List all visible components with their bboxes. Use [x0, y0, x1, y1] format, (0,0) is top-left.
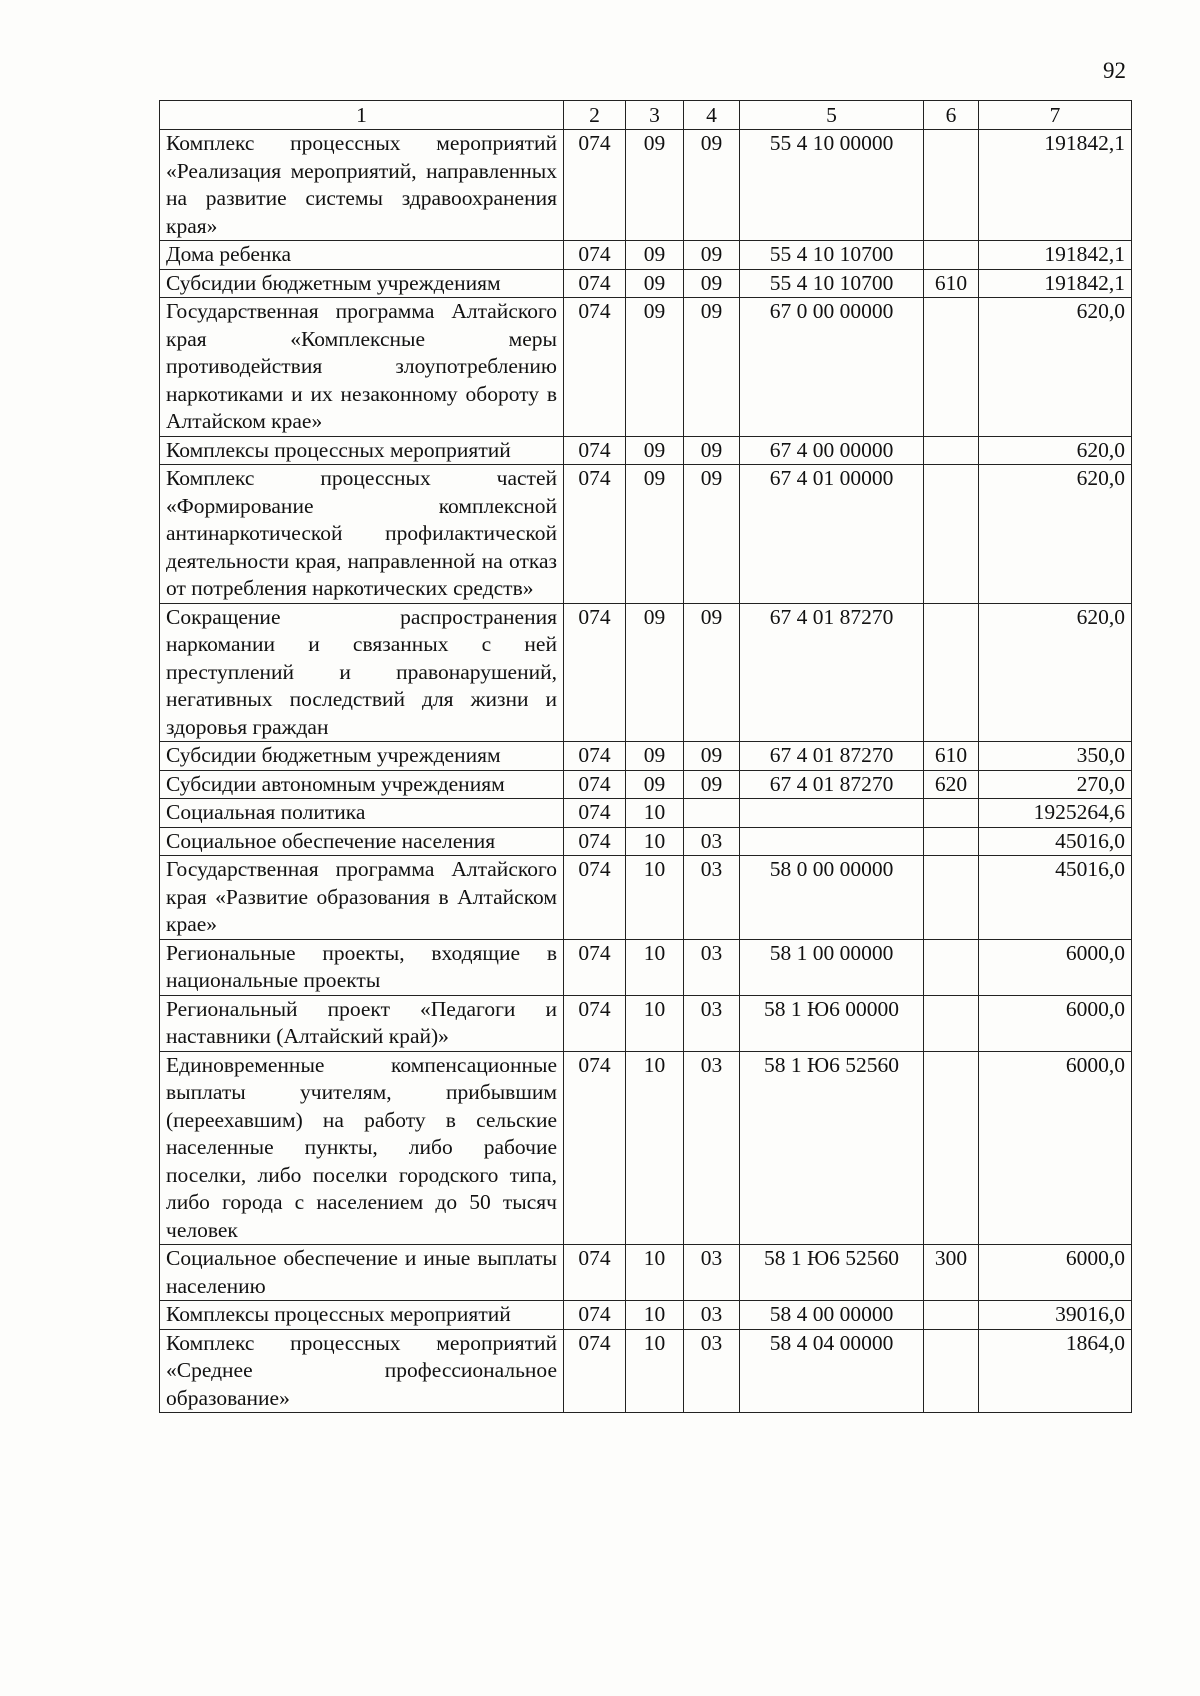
row-section-code: 09 — [626, 269, 684, 298]
row-dept-code: 074 — [564, 130, 626, 241]
header-col-7: 7 — [979, 101, 1132, 130]
row-dept-code: 074 — [564, 827, 626, 856]
row-amount: 270,0 — [979, 770, 1132, 799]
header-col-4: 4 — [684, 101, 740, 130]
row-expense-type — [924, 1301, 979, 1330]
row-amount: 620,0 — [979, 603, 1132, 742]
row-subsection-code: 09 — [684, 603, 740, 742]
row-amount: 620,0 — [979, 465, 1132, 604]
row-dept-code: 074 — [564, 1245, 626, 1301]
row-subsection-code: 03 — [684, 939, 740, 995]
row-expense-type — [924, 1329, 979, 1413]
row-amount: 620,0 — [979, 298, 1132, 437]
table-row — [160, 298, 1132, 437]
row-subsection-code: 03 — [684, 1051, 740, 1245]
table-row — [160, 799, 1132, 828]
row-amount: 620,0 — [979, 436, 1132, 465]
row-expense-type — [924, 827, 979, 856]
row-section-code: 10 — [626, 1301, 684, 1330]
row-subsection-code: 09 — [684, 241, 740, 270]
row-dept-code: 074 — [564, 1301, 626, 1330]
row-subsection-code: 09 — [684, 742, 740, 771]
page-number: 92 — [1103, 58, 1126, 83]
row-dept-code: 074 — [564, 241, 626, 270]
table-header — [160, 101, 1132, 130]
row-subsection-code: 09 — [684, 770, 740, 799]
table-row — [160, 1329, 1132, 1413]
row-name: Единовременные компенсационные выплаты учителям, прибывшим (переехавшим) на работу в сельские населенные пункты, либо рабочие поселки, либо поселки городского типа, либо города с населением до 50 тысяч человек — [160, 1051, 564, 1245]
row-expense-type — [924, 241, 979, 270]
table-row — [160, 939, 1132, 995]
table-row — [160, 856, 1132, 940]
row-amount: 1864,0 — [979, 1329, 1132, 1413]
row-target-code — [740, 827, 924, 856]
row-dept-code: 074 — [564, 269, 626, 298]
row-name: Социальное обеспечение населения — [160, 827, 564, 856]
row-subsection-code: 09 — [684, 298, 740, 437]
row-name: Государственная программа Алтайского края «Комплексные меры противодействия злоупотреблению наркотиками и их незаконному обороту в Алтайском крае» — [160, 298, 564, 437]
row-target-code: 55 4 10 00000 — [740, 130, 924, 241]
row-amount: 191842,1 — [979, 269, 1132, 298]
row-subsection-code — [684, 799, 740, 828]
row-name: Социальная политика — [160, 799, 564, 828]
row-target-code: 67 0 00 00000 — [740, 298, 924, 437]
row-subsection-code: 03 — [684, 1245, 740, 1301]
row-expense-type — [924, 1051, 979, 1245]
row-name: Дома ребенка — [160, 241, 564, 270]
row-target-code: 67 4 01 87270 — [740, 770, 924, 799]
row-expense-type — [924, 939, 979, 995]
row-section-code: 09 — [626, 436, 684, 465]
row-name: Государственная программа Алтайского края «Развитие образования в Алтайском крае» — [160, 856, 564, 940]
row-subsection-code: 03 — [684, 995, 740, 1051]
row-expense-type — [924, 130, 979, 241]
row-subsection-code: 03 — [684, 827, 740, 856]
row-name: Субсидии автономным учреждениям — [160, 770, 564, 799]
table-row — [160, 827, 1132, 856]
row-name: Субсидии бюджетным учреждениям — [160, 269, 564, 298]
row-expense-type — [924, 995, 979, 1051]
row-section-code: 09 — [626, 465, 684, 604]
row-target-code: 58 0 00 00000 — [740, 856, 924, 940]
row-name: Сокращение распространения наркомании и связанных с ней преступлений и правонарушений, негативных последствий для жизни и здоровья граждан — [160, 603, 564, 742]
row-dept-code: 074 — [564, 995, 626, 1051]
row-target-code: 58 1 Ю6 00000 — [740, 995, 924, 1051]
row-expense-type: 300 — [924, 1245, 979, 1301]
row-name: Комплексы процессных мероприятий — [160, 1301, 564, 1330]
row-target-code: 67 4 01 00000 — [740, 465, 924, 604]
table-row — [160, 742, 1132, 771]
row-section-code: 10 — [626, 1245, 684, 1301]
row-target-code: 55 4 10 10700 — [740, 241, 924, 270]
row-subsection-code: 03 — [684, 1301, 740, 1330]
row-dept-code: 074 — [564, 742, 626, 771]
row-name: Региональный проект «Педагоги и наставники (Алтайский край)» — [160, 995, 564, 1051]
row-target-code: 58 4 00 00000 — [740, 1301, 924, 1330]
header-col-1: 1 — [160, 101, 564, 130]
row-name: Субсидии бюджетным учреждениям — [160, 742, 564, 771]
table-row — [160, 770, 1132, 799]
row-amount: 191842,1 — [979, 130, 1132, 241]
table-row — [160, 603, 1132, 742]
header-col-5: 5 — [740, 101, 924, 130]
row-target-code: 58 1 Ю6 52560 — [740, 1245, 924, 1301]
row-subsection-code: 03 — [684, 1329, 740, 1413]
row-section-code: 10 — [626, 799, 684, 828]
row-target-code: 58 1 Ю6 52560 — [740, 1051, 924, 1245]
row-section-code: 09 — [626, 241, 684, 270]
row-dept-code: 074 — [564, 770, 626, 799]
row-section-code: 10 — [626, 856, 684, 940]
row-dept-code: 074 — [564, 939, 626, 995]
row-name: Социальное обеспечение и иные выплаты населению — [160, 1245, 564, 1301]
row-target-code: 67 4 01 87270 — [740, 742, 924, 771]
header-row — [160, 101, 1132, 130]
row-name: Комплекс процессных мероприятий «Реализация мероприятий, направленных на развитие системы здравоохранения края» — [160, 130, 564, 241]
row-target-code: 55 4 10 10700 — [740, 269, 924, 298]
row-dept-code: 074 — [564, 1051, 626, 1245]
row-amount: 39016,0 — [979, 1301, 1132, 1330]
row-dept-code: 074 — [564, 465, 626, 604]
row-subsection-code: 03 — [684, 856, 740, 940]
row-expense-type — [924, 799, 979, 828]
table-row — [160, 995, 1132, 1051]
row-target-code: 67 4 01 87270 — [740, 603, 924, 742]
header-col-3: 3 — [626, 101, 684, 130]
table-row — [160, 1051, 1132, 1245]
table-row — [160, 465, 1132, 604]
row-section-code: 09 — [626, 742, 684, 771]
row-name: Комплексы процессных мероприятий — [160, 436, 564, 465]
row-target-code: 58 4 04 00000 — [740, 1329, 924, 1413]
table-row — [160, 269, 1132, 298]
row-target-code: 58 1 00 00000 — [740, 939, 924, 995]
row-subsection-code: 09 — [684, 436, 740, 465]
row-expense-type — [924, 856, 979, 940]
row-section-code: 10 — [626, 1329, 684, 1413]
row-amount: 45016,0 — [979, 827, 1132, 856]
row-section-code: 10 — [626, 1051, 684, 1245]
header-col-6: 6 — [924, 101, 979, 130]
row-dept-code: 074 — [564, 856, 626, 940]
row-expense-type: 610 — [924, 742, 979, 771]
row-section-code: 10 — [626, 995, 684, 1051]
row-expense-type — [924, 298, 979, 437]
row-dept-code: 074 — [564, 436, 626, 465]
row-dept-code: 074 — [564, 603, 626, 742]
row-amount: 6000,0 — [979, 1245, 1132, 1301]
row-expense-type — [924, 465, 979, 604]
table-row — [160, 241, 1132, 270]
row-name: Комплекс процессных мероприятий «Среднее профессиональное образование» — [160, 1329, 564, 1413]
table-row — [160, 130, 1132, 241]
header-col-2: 2 — [564, 101, 626, 130]
row-amount: 6000,0 — [979, 939, 1132, 995]
row-subsection-code: 09 — [684, 269, 740, 298]
row-dept-code: 074 — [564, 1329, 626, 1413]
row-section-code: 09 — [626, 770, 684, 799]
row-amount: 45016,0 — [979, 856, 1132, 940]
row-section-code: 10 — [626, 939, 684, 995]
row-section-code: 09 — [626, 130, 684, 241]
table-row — [160, 436, 1132, 465]
row-section-code: 09 — [626, 603, 684, 742]
row-amount: 1925264,6 — [979, 799, 1132, 828]
table-body — [160, 130, 1132, 1413]
row-expense-type — [924, 603, 979, 742]
row-expense-type: 620 — [924, 770, 979, 799]
row-subsection-code: 09 — [684, 130, 740, 241]
row-amount: 6000,0 — [979, 1051, 1132, 1245]
row-amount: 6000,0 — [979, 995, 1132, 1051]
row-amount: 350,0 — [979, 742, 1132, 771]
budget-table — [159, 100, 1132, 1413]
row-name: Комплекс процессных частей «Формирование комплексной антинаркотической профилактической деятельности края, направленной на отказ от потребления наркотических средств» — [160, 465, 564, 604]
row-amount: 191842,1 — [979, 241, 1132, 270]
row-target-code — [740, 799, 924, 828]
row-dept-code: 074 — [564, 799, 626, 828]
row-dept-code: 074 — [564, 298, 626, 437]
row-expense-type: 610 — [924, 269, 979, 298]
row-section-code: 10 — [626, 827, 684, 856]
row-target-code: 67 4 00 00000 — [740, 436, 924, 465]
row-name: Региональные проекты, входящие в национальные проекты — [160, 939, 564, 995]
table-row — [160, 1245, 1132, 1301]
row-section-code: 09 — [626, 298, 684, 437]
table-row — [160, 1301, 1132, 1330]
row-subsection-code: 09 — [684, 465, 740, 604]
row-expense-type — [924, 436, 979, 465]
